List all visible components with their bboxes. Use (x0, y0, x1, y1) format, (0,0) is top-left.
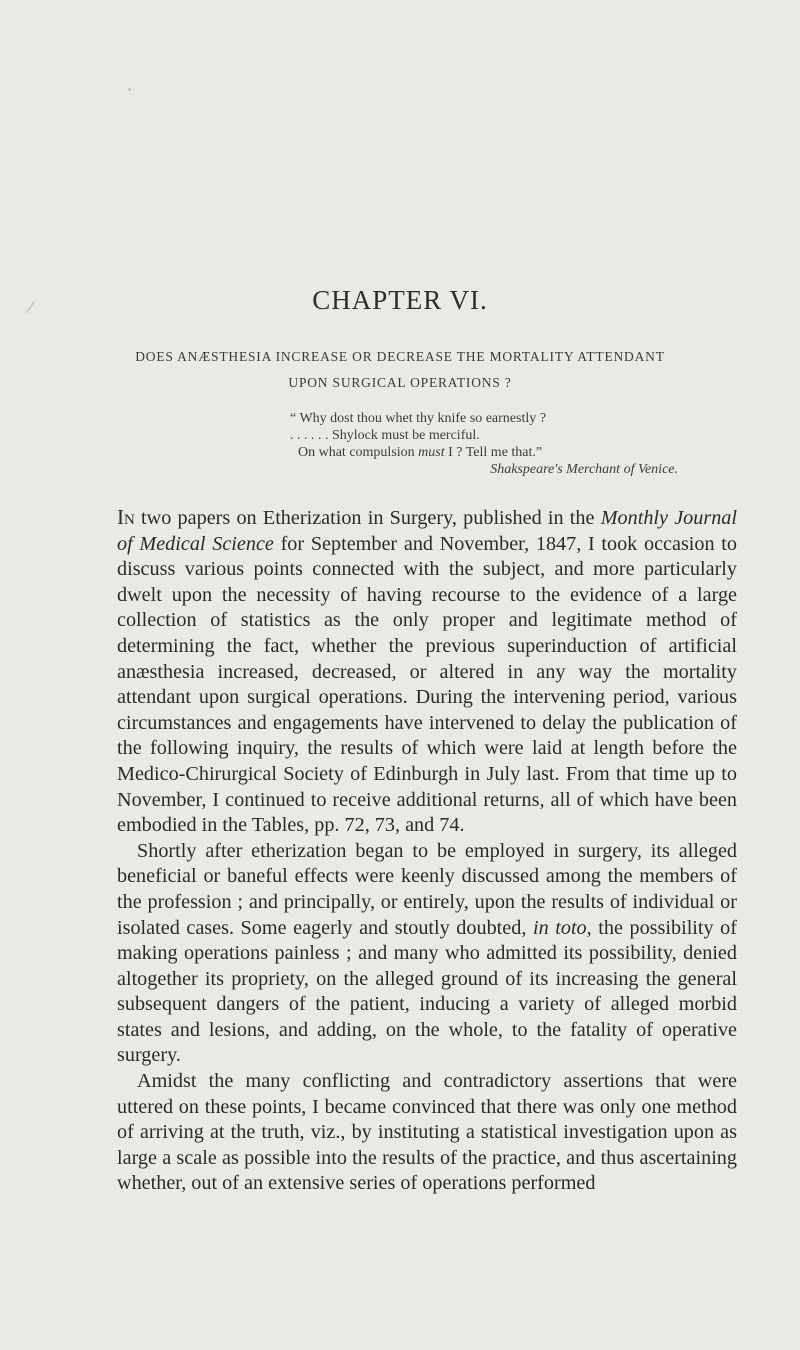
paragraph-3: Amidst the many conflicting and contradictory assertions that were uttered on these points, I became convinced that there was only one method of arriving at the truth, viz., by instituting a statistical investigation upon as large a scale as possible into the results of the practice, and thus ascertaining whether, out of an extensive series of operations performed (117, 1070, 737, 1195)
paragraph-2 (117, 839, 737, 1069)
epigraph-line-3 (290, 444, 710, 461)
epigraph-attribution: Shakspeare's Merchant of Venice. (490, 462, 678, 477)
epigraph-emphasis: must (418, 445, 445, 460)
epigraph-line-1: “ Why dost thou whet thy knife so earnestly ? (290, 411, 546, 426)
journal-title: Monthly Journal of Medical Science (117, 507, 737, 555)
paragraph-1-part-b: for September and November, 1847, I took occasion to discuss various points connected with the subject, and more particularly dwelt upon the necessity of having recourse to the evidence of a large collection of statistics as the only proper and legitimate method of determining the fact, whether the previous superinduction of artificial anæsthesia increased, decreased, or altered in any way the mortality attendant upon surgical operations. During the intervening period, various circumstances and engagements have intervened to delay the publication of the following inquiry, the results of which were laid at length before the Medico-Chirurgical Society of Edinburgh in July last. From that time up to November, I continued to receive additional returns, all of which have been embodied in the Tables, pp. 72, 73, and 74. (117, 532, 738, 837)
body-text (117, 505, 737, 1197)
paragraph-1-part-a: two papers on Etherization in Surgery, published in the (134, 507, 601, 529)
epigraph-line-2: . . . . . . Shylock must be merciful. (290, 428, 480, 443)
paper-speck (128, 88, 131, 91)
paragraph-1-initial: In (117, 505, 135, 529)
paragraph-2-part-b: , the possibility of making operations painless ; and many who admitted its possibility, denied altogether its propriety, on the alleged ground of its increasing the general subsequent dangers of the patient, inducing a variety of alleged morbid states and lesions, and adding, on the whole, to the fatality of operative surgery. (117, 916, 737, 1067)
chapter-title: CHAPTER VI. (312, 285, 488, 315)
in-toto-emphasis: in toto (532, 916, 587, 939)
paragraph-1 (117, 505, 737, 839)
paragraph-2-part-a: Shortly after etherization began to be employed in surgery, its alleged beneficial or baneful effects were keenly discussed among the members of the profession ; and principally, or entirely, upon the results of individual or isolated cases. Some eagerly and stoutly doubted, (117, 839, 737, 939)
subtitle-line-2: UPON SURGICAL OPERATIONS ? (288, 375, 512, 390)
chapter-subtitle (70, 344, 730, 396)
subtitle-line-1: DOES ANÆSTHESIA INCREASE OR DECREASE THE MORTALITY ATTENDANT (135, 349, 665, 364)
epigraph-line-3-end: I ? Tell me that.” (444, 445, 543, 460)
epigraph (290, 410, 710, 478)
epigraph-line-3-start: On what compulsion (298, 445, 419, 460)
